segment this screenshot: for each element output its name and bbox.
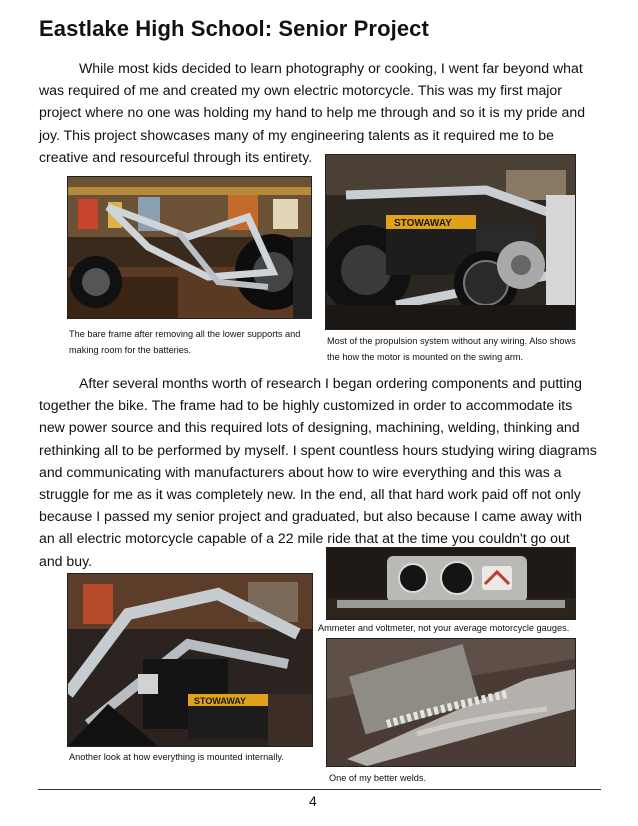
weld-caption: One of my better welds. xyxy=(329,773,427,783)
weld-photo xyxy=(326,638,576,767)
bare-frame-photo xyxy=(67,176,312,319)
internal-mounting-photo xyxy=(67,573,313,747)
gauges-photo xyxy=(326,547,576,620)
stowaway-label: STOWAWAY xyxy=(394,218,452,229)
page-title: Eastlake High School: Senior Project xyxy=(39,16,429,41)
internal-mounting-caption: Another look at how everything is mounted internally. xyxy=(69,752,284,762)
propulsion-photo xyxy=(325,154,576,330)
build-paragraph: After several months worth of research I began ordering components and putting together the bike. The frame had to be highly customized in order to accommodate its new power source and this required lots of designing, machining, welding, thinking and rethinking all to be performed by myself. I spent countless hours studying wiring diagrams and communicating with manufacturers about how to wire everything and this was a struggle for me as it was completely new. In the end, all that hard work paid off not only because I passed my senior project and graduated, but also because I came away with an all electric motorcycle capable of a 22 mile ride that at the time you couldn't go out and buy. xyxy=(39,375,597,569)
gauges-caption: Ammeter and voltmeter, not your average motorcycle gauges. xyxy=(318,623,570,633)
footer-divider xyxy=(38,789,601,790)
page-number: 4 xyxy=(309,793,317,809)
propulsion-caption: Most of the propulsion system without any wiring. Also shows the how the motor is mounted on the swing arm. xyxy=(327,336,576,362)
intro-paragraph: While most kids decided to learn photography or cooking, I went far beyond what was required of me and created my own electric motorcycle. This was my first major project where no one was holding my hand to help me through and so it is my pride and joy. This project showcases many of my engineering talents as it required me to be creative and resourceful through its entirety. xyxy=(39,60,586,165)
stowaway-label-2: STOWAWAY xyxy=(194,696,247,706)
bare-frame-caption: The bare frame after removing all the lower supports and making room for the batteries. xyxy=(69,329,301,355)
